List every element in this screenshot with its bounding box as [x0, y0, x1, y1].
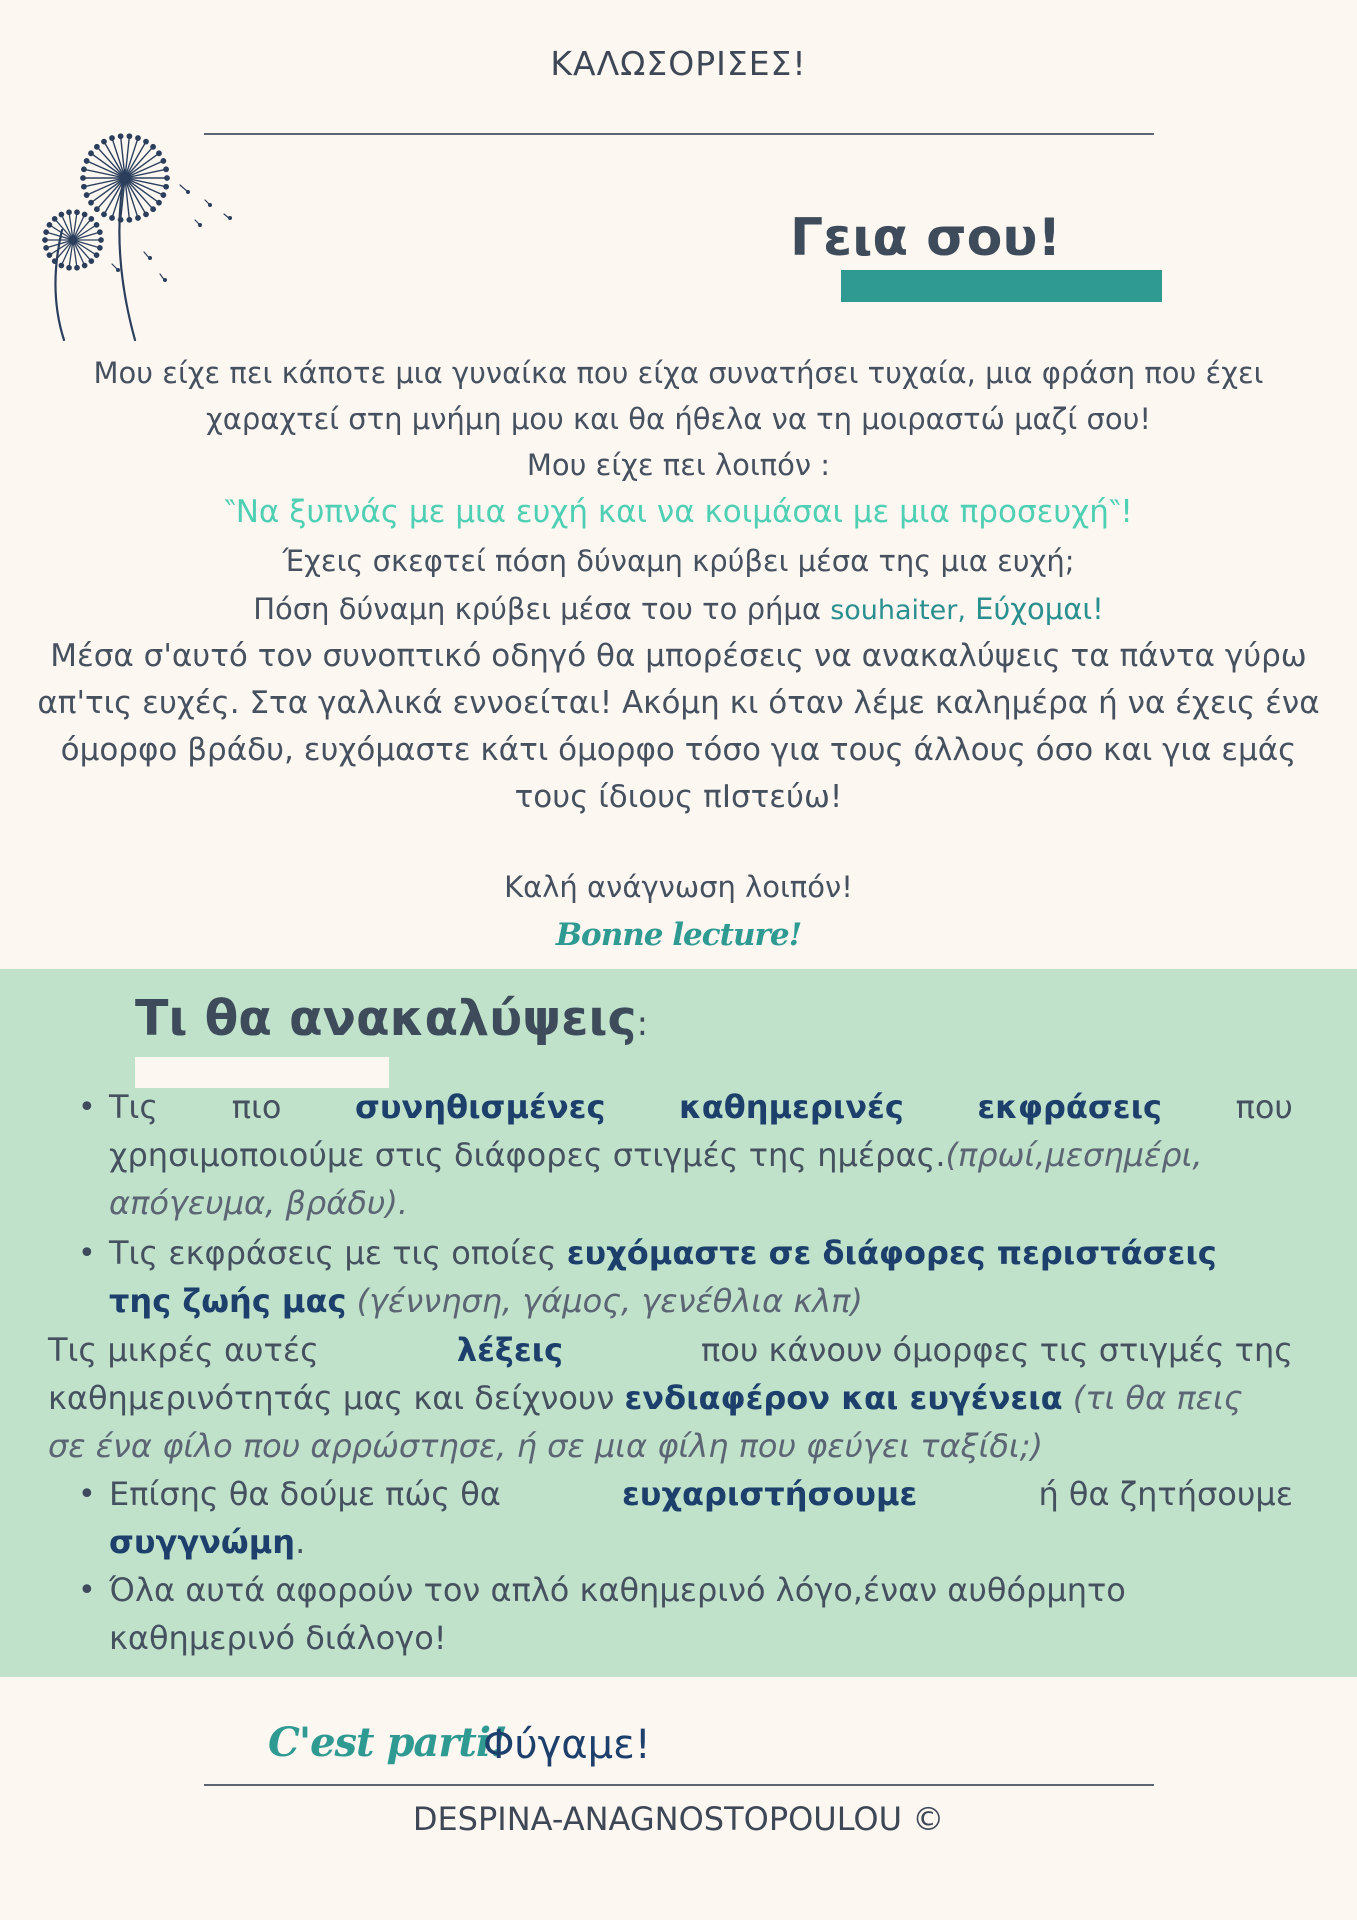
intro-line-1: Μου είχε πει κάποτε μια γυναίκα που είχα συνατήσει τυχαία, μια φράση που έχει [93, 356, 1264, 390]
quote-line: ‶Να ξυπνάς με μια ευχή και να κοιμάσαι με μια προσευχή‶! [224, 494, 1133, 530]
bullet-3-line-1 [109, 1475, 1293, 1513]
paragraph-line-2: απ'τις ευχές. Στα γαλλικά εννοείται! Ακόμη κι όταν λέμε καλημέρα ή να έχεις ένα [37, 685, 1320, 721]
paragraph-line-1: Μέσα σ'αυτό τον συνοπτικό οδηγό θα μπορέσεις να ανακαλύψεις τα πάντα γύρω [50, 638, 1307, 674]
bullet-4-line-2: καθημερινό διάλογο! [109, 1619, 447, 1657]
italic-text: σε ένα φίλο που αρρώστησε, ή σε μια φίλη που φεύγει ταξίδι;) [48, 1427, 1043, 1465]
verb-greek: Εύχομαι! [975, 592, 1104, 626]
bottom-divider [204, 1784, 1154, 1786]
greeting-heading: Γεια σου! [790, 208, 1062, 268]
bold-word: καθημερινές [678, 1088, 904, 1126]
word: που [1235, 1088, 1293, 1126]
bold-text: συγγνώμη [109, 1523, 296, 1561]
intro-line-3: Μου είχε πει λοιπόν : [526, 448, 831, 482]
bullet-1-line-3 [109, 1184, 408, 1222]
bonne-lecture-script: Bonne lecture! [555, 917, 802, 953]
text: που κάνουν όμορφες τις στιγμές της [701, 1331, 1293, 1369]
cest-parti-script: C'est parti! [268, 1719, 507, 1766]
bullet-2-line-2 [109, 1282, 863, 1320]
bold-text: ευχαριστήσουμε [621, 1475, 918, 1513]
word: Τις [109, 1088, 159, 1126]
discover-heading-text: Τι θα ανακαλύψεις [135, 990, 637, 1047]
greeting-underline-bar [841, 270, 1162, 302]
paragraph-line-1 [48, 1331, 1293, 1369]
paragraph-line-3: όμορφο βράδυ, ευχόμαστε κάτι όμορφο τόσο για τους άλλους όσο και για εμάς [60, 732, 1297, 768]
bold-text: λέξεις [456, 1331, 564, 1369]
italic-text: (γέννηση, γάμος, γενέθλια κλπ) [356, 1282, 863, 1320]
bold-word: συνηθισμένες [354, 1088, 606, 1126]
copyright-footer: DESPINA-ANAGNOSTOPOULOU © [412, 1800, 945, 1838]
closing-line: Καλή ανάγνωση λοιπόν! [504, 870, 853, 904]
text: Τις εκφράσεις με τις οποίες [109, 1234, 557, 1272]
page-heading: ΚΑΛΩΣΟΡΙΣΕΣ! [550, 44, 807, 83]
italic-text: (πρωί,μεσημέρι, [945, 1136, 1203, 1174]
text: καθημερινότητάς μας και δείχνουν [48, 1379, 615, 1417]
intro-line-6-prefix: Πόση δύναμη κρύβει μέσα του το ρήμα [253, 592, 821, 626]
text: χρησιμοποιούμε στις διάφορες στιγμές της ημέρας. [109, 1136, 946, 1174]
bullet-icon: • [78, 1573, 96, 1608]
fygame-text: Φύγαμε! [483, 1722, 651, 1768]
bullet-1-line-1 [109, 1088, 1293, 1126]
paragraph-line-4: τους ίδιους πΙστεύω! [514, 779, 843, 815]
discover-heading [135, 990, 648, 1047]
italic-text: (τι θα πεις [1072, 1379, 1243, 1417]
intro-line-2: χαραχτεί στη μνήμη μου και θα ήθελα να τη μοιραστώ μαζί σου! [206, 402, 1151, 436]
text: . [295, 1523, 306, 1561]
bold-word: εκφράσεις [977, 1088, 1162, 1126]
discover-heading-colon: : [636, 1004, 649, 1044]
bullet-icon: • [78, 1236, 96, 1271]
verb-french: souhaiter, [830, 595, 966, 626]
heading-highlight-strip [135, 1057, 389, 1088]
intro-line-6 [0, 592, 1357, 626]
paragraph-line-3 [48, 1427, 1043, 1465]
text: Επίσης θα δούμε πώς θα [109, 1475, 501, 1513]
text: Τις μικρές αυτές [48, 1331, 319, 1369]
bullet-icon: • [78, 1090, 96, 1125]
paragraph-line-2 [48, 1379, 1243, 1417]
bullet-icon: • [78, 1477, 96, 1512]
bullet-4-line-1: Όλα αυτά αφορούν τον απλό καθημερινό λόγο,έναν αυθόρμητο [109, 1571, 1126, 1609]
bullet-1-line-2 [109, 1136, 1293, 1174]
top-divider [204, 133, 1154, 135]
word: πιο [231, 1088, 282, 1126]
italic-text: απόγευμα, βράδυ). [109, 1184, 409, 1222]
bullet-2-line-1 [109, 1234, 1293, 1272]
dandelion-icon [40, 130, 250, 345]
bold-text: ευχόμαστε σε διάφορες περιστάσεις [566, 1234, 1217, 1272]
bold-text: της ζωής μας [109, 1282, 347, 1320]
intro-line-5: Έχεις σκεφτεί πόση δύναμη κρύβει μέσα της μια ευχή; [282, 544, 1075, 578]
bullet-3-line-2 [109, 1523, 305, 1561]
text: ή θα ζητήσουμε [1038, 1475, 1293, 1513]
bold-text: ενδιαφέρον και ευγένεια [624, 1379, 1063, 1417]
